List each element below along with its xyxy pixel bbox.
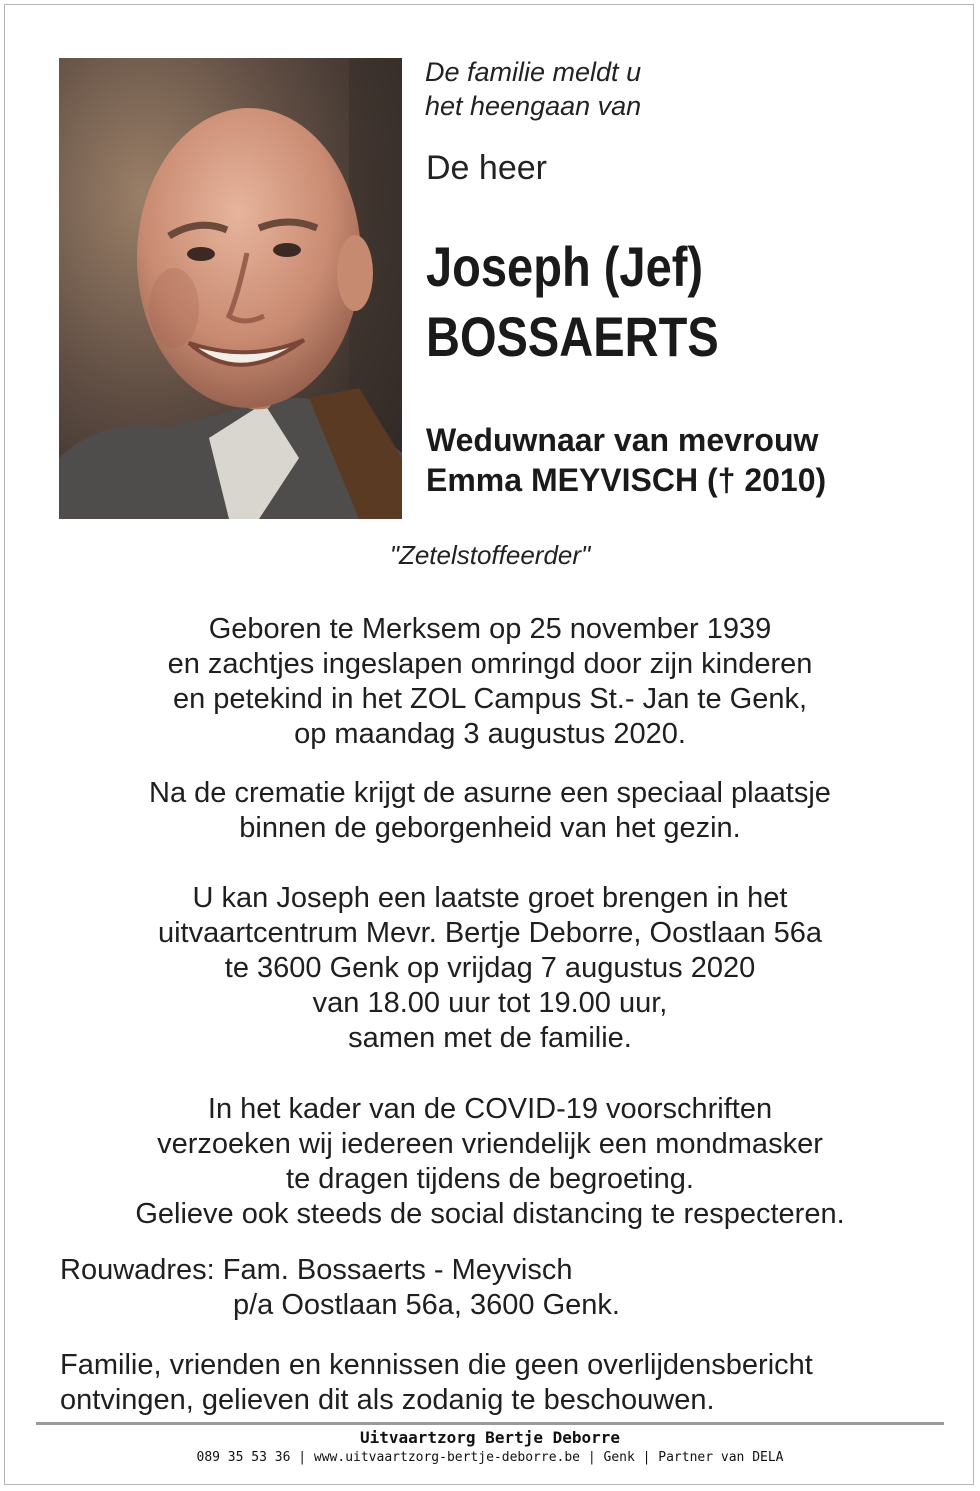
farewell-line-1: U kan Joseph een laatste groet brengen in het bbox=[192, 882, 788, 914]
covid-line-4: Gelieve ook steeds de social distancing te respecteren. bbox=[135, 1198, 845, 1230]
first-name: Joseph (Jef) bbox=[426, 235, 704, 298]
covid-line-3: te dragen tijdens de begroeting. bbox=[286, 1163, 694, 1195]
deceased-name bbox=[426, 232, 880, 372]
birth-line-3: en petekind in het ZOL Campus St.- Jan te Genk, bbox=[172, 683, 808, 715]
farewell-line-2: uitvaartcentrum Mevr. Bertje Deborre, Oostlaan 56a bbox=[157, 917, 823, 949]
intro-line-2: het heengaan van bbox=[425, 91, 642, 121]
farewell-line-3: te 3600 Genk op vrijdag 7 augustus 2020 bbox=[224, 952, 756, 984]
portrait-photo bbox=[59, 58, 402, 519]
title-prefix: De heer bbox=[426, 149, 547, 187]
footer-company: Uitvaartzorg Bertje Deborre bbox=[359, 1428, 621, 1447]
cremation-line-1: Na de crematie krijgt de asurne een speciaal plaatsje bbox=[149, 777, 831, 809]
footer-contact: 089 35 53 36 | www.uitvaartzorg-bertje-deborre.be | Genk | Partner van DELA bbox=[196, 1450, 784, 1465]
farewell-line-5: samen met de familie. bbox=[348, 1022, 632, 1054]
birth-line-1: Geboren te Merksem op 25 november 1939 bbox=[208, 613, 772, 645]
profession: "Zetelstoffeerder" bbox=[389, 540, 591, 570]
footer-divider bbox=[36, 1422, 944, 1425]
rouwadres bbox=[60, 1253, 620, 1323]
cremation-paragraph bbox=[0, 776, 980, 846]
birth-paragraph bbox=[0, 612, 980, 752]
farewell-paragraph bbox=[0, 881, 980, 1056]
intro-line-1: De familie meldt u bbox=[425, 57, 642, 87]
farewell-line-4: van 18.00 uur tot 19.00 uur, bbox=[312, 987, 668, 1019]
rouwadres-line-1: Rouwadres: Fam. Bossaerts - Meyvisch bbox=[60, 1254, 573, 1286]
notice-line-1: Familie, vrienden en kennissen die geen overlijdensbericht bbox=[60, 1349, 813, 1381]
covid-paragraph bbox=[0, 1092, 980, 1232]
spouse-line-1: Weduwnaar van mevrouw bbox=[426, 422, 819, 458]
rouwadres-line-2: p/a Oostlaan 56a, 3600 Genk. bbox=[233, 1289, 620, 1321]
last-name: BOSSAERTS bbox=[426, 305, 719, 368]
birth-line-4: op maandag 3 augustus 2020. bbox=[294, 718, 686, 750]
spouse-line-2: Emma MEYVISCH († 2010) bbox=[426, 462, 827, 498]
notice-paragraph bbox=[60, 1348, 813, 1418]
covid-line-2: verzoeken wij iedereen vriendelijk een mondmasker bbox=[157, 1128, 823, 1160]
intro-text bbox=[425, 55, 945, 123]
covid-line-1: In het kader van de COVID-19 voorschriften bbox=[207, 1093, 773, 1125]
cremation-line-2: binnen de geborgenheid van het gezin. bbox=[239, 812, 741, 844]
birth-line-2: en zachtjes ingeslapen omringd door zijn kinderen bbox=[167, 648, 813, 680]
notice-line-2: ontvingen, gelieven dit als zodanig te beschouwen. bbox=[60, 1384, 715, 1416]
spouse-info bbox=[426, 420, 826, 500]
